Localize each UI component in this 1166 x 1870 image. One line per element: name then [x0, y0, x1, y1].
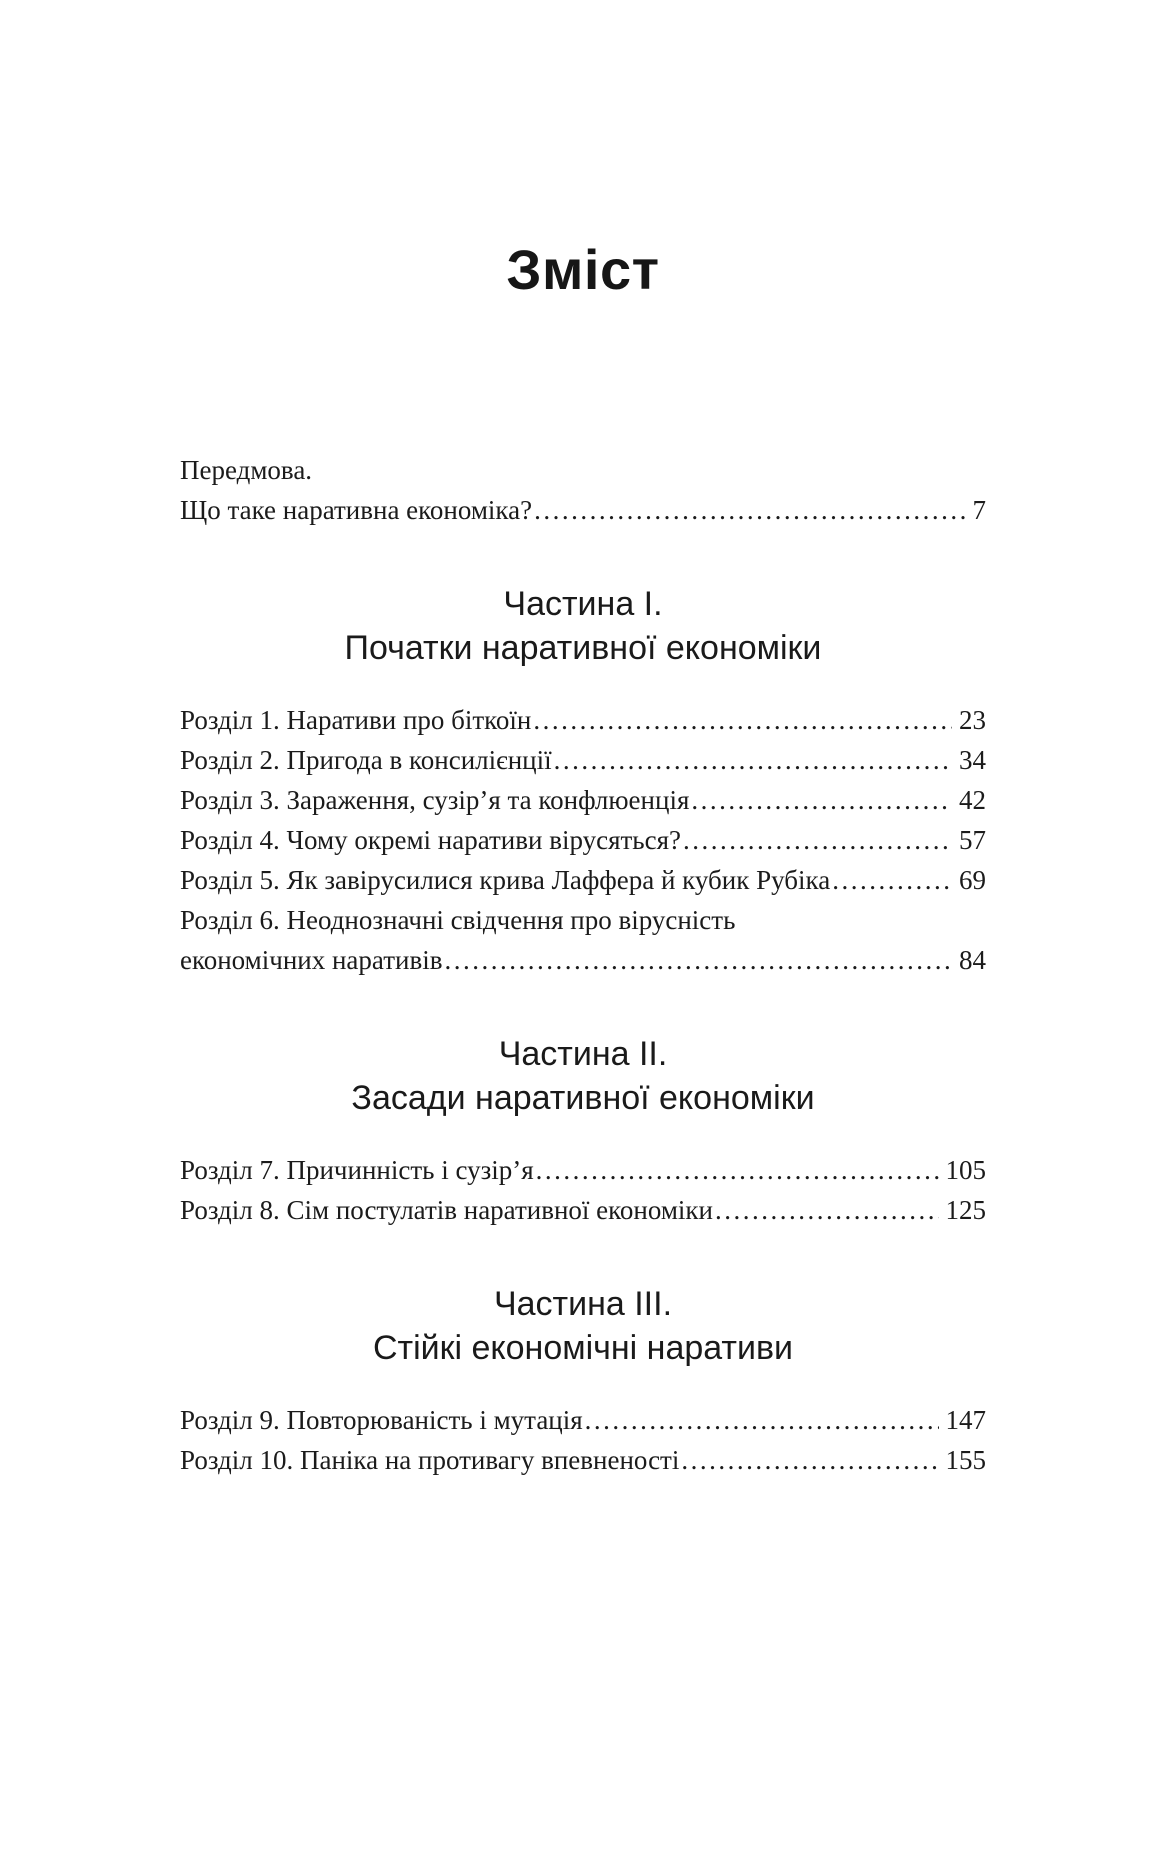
entry-label-line2: Що таке наративна економіка? [180, 495, 533, 525]
entry-label: Розділ 3. Зараження, сузір’я та конфлюенція [180, 785, 690, 815]
entry-page-number: 84 [959, 945, 986, 975]
part-1-entries [180, 700, 986, 980]
entry-label: Розділ 5. Як завірусилися крива Лаффера й кубик Рубіка [180, 865, 831, 895]
entry-label-line2: економічних наративів [180, 945, 443, 975]
toc-entry [180, 1400, 986, 1440]
part-number: Частина І. [503, 585, 663, 623]
toc-entry [180, 1150, 986, 1190]
dot-leader [536, 1150, 939, 1190]
part-2-entries [180, 1150, 986, 1230]
entry-page-number: 147 [945, 1405, 986, 1435]
dot-leader [585, 1400, 939, 1440]
dot-leader [444, 940, 952, 980]
entry-page-number: 155 [945, 1445, 986, 1475]
entry-page-number: 69 [959, 865, 986, 895]
part-name: Засади наративної економіки [351, 1079, 815, 1117]
toc-entry [180, 860, 986, 900]
entry-page-number: 7 [972, 495, 986, 525]
toc-entry-preface [180, 450, 986, 530]
dot-leader [534, 490, 965, 530]
entry-label: Розділ 4. Чому окремі наративи вірусяться? [180, 825, 682, 855]
part-1-heading [180, 582, 986, 670]
part-2-heading [180, 1032, 986, 1120]
entry-label: Розділ 7. Причинність і сузір’я [180, 1155, 534, 1185]
dot-leader [533, 700, 952, 740]
dot-leader [715, 1190, 939, 1230]
entry-page-number: 105 [945, 1155, 986, 1185]
toc-entry-two-line [180, 900, 986, 980]
entry-label: Розділ 9. Повторюваність і мутація [180, 1405, 583, 1435]
entry-label: Розділ 2. Пригода в консилієнції [180, 745, 552, 775]
toc-entry-row [180, 940, 986, 980]
dot-leader [554, 740, 952, 780]
part-name: Початки наративної економіки [344, 629, 822, 667]
part-name: Стійкі економічні наративи [372, 1329, 794, 1367]
part-3-entries [180, 1400, 986, 1480]
toc-entry [180, 1440, 986, 1480]
entry-label-line1: Розділ 6. Неоднозначні свідчення про вірусність [180, 905, 736, 935]
toc-entry [180, 780, 986, 820]
toc-entry [180, 820, 986, 860]
table-of-contents [180, 450, 986, 1480]
part-number: Частина ІІІ. [493, 1285, 673, 1323]
dot-leader [691, 780, 952, 820]
entry-page-number: 34 [959, 745, 986, 775]
toc-entry [180, 740, 986, 780]
toc-entry-row [180, 490, 986, 530]
entry-page-number: 23 [959, 705, 986, 735]
part-number: Частина ІІ. [498, 1035, 668, 1073]
entry-page-number: 125 [945, 1195, 986, 1225]
dot-leader [683, 820, 952, 860]
entry-label: Розділ 10. Паніка на противагу впевненості [180, 1445, 680, 1475]
dot-leader [832, 860, 952, 900]
part-3-heading [180, 1282, 986, 1370]
entry-page-number: 42 [959, 785, 986, 815]
dot-leader [681, 1440, 938, 1480]
entry-label-line1: Передмова. [180, 455, 313, 485]
document-page [0, 240, 1166, 1870]
toc-entry [180, 700, 986, 740]
entry-label: Розділ 1. Наративи про біткоїн [180, 705, 532, 735]
page-title: Зміст [506, 238, 660, 301]
toc-entry [180, 1190, 986, 1230]
entry-label: Розділ 8. Сім постулатів наративної економіки [180, 1195, 713, 1225]
entry-page-number: 57 [959, 825, 986, 855]
